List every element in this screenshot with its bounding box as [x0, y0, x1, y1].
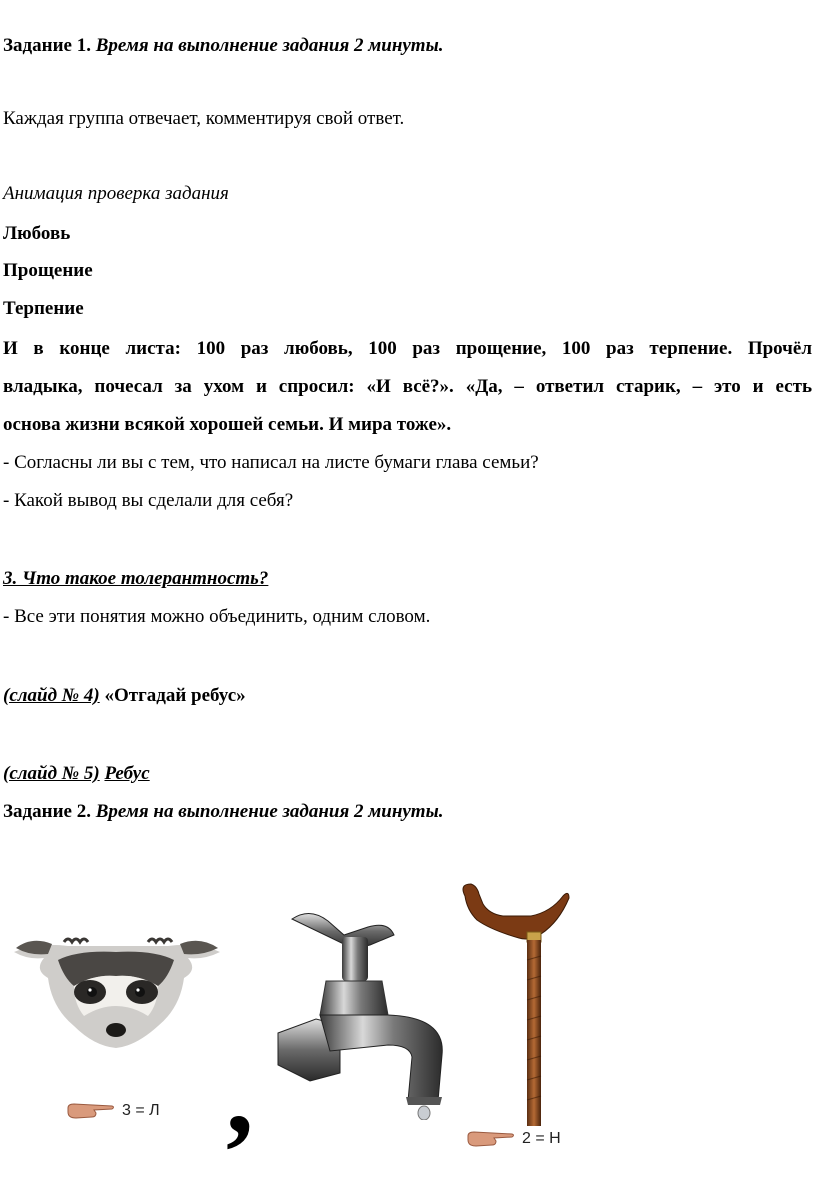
section3-text: - Все эти понятия можно объединить, одним словом.: [3, 606, 431, 627]
task1-time: Время на выполнение задания 2 минуты.: [95, 35, 444, 56]
rebus-hint-2: [466, 1128, 561, 1150]
faucet-image: [270, 905, 470, 1120]
task2-time: Время на выполнение задания 2 минуты.: [95, 801, 444, 822]
rebus-hint-1-text: 3 = Л: [122, 1102, 160, 1119]
rebus-comma: ,: [226, 1034, 254, 1156]
task2-label: Задание 2.: [3, 801, 91, 822]
task1-heading: [3, 34, 812, 58]
word-forgiveness: Прощение: [3, 260, 93, 281]
slide4-title: «Отгадай ребус»: [104, 685, 246, 706]
task1-label: Задание 1.: [3, 35, 91, 56]
pointing-hand-icon: [466, 1128, 516, 1150]
story-line-3: основа жизни всякой хорошей семьи. И мира тоже».: [3, 414, 452, 435]
section3-heading: 3. Что такое толерантность?: [3, 568, 269, 589]
slide4-ref: (слайд № 4): [3, 685, 100, 706]
story-line-1: И в конце листа: 100 раз любовь, 100 раз прощение, 100 раз терпение. Прочёл: [3, 338, 812, 359]
question-2: - Какой вывод вы сделали для себя?: [3, 490, 294, 511]
rebus-hint-1: [66, 1100, 160, 1122]
intro-text: Каждая группа отвечает, комментируя свой ответ.: [3, 108, 405, 129]
slide5-title: Ребус: [104, 763, 150, 784]
cane-image: [455, 880, 575, 1130]
slide4-line: [3, 684, 812, 708]
slide5-ref: (слайд № 5): [3, 763, 100, 784]
word-patience: Терпение: [3, 298, 84, 319]
question-1: - Согласны ли вы с тем, что написал на листе бумаги глава семьи?: [3, 452, 539, 473]
rebus-hint-2-text: 2 = Н: [522, 1130, 561, 1147]
slide5-line: [3, 762, 812, 786]
animation-note: Анимация проверка задания: [3, 183, 229, 204]
word-love: Любовь: [3, 223, 71, 244]
pointing-hand-icon: [66, 1100, 116, 1122]
raccoon-image: [8, 930, 223, 1050]
story-line-2: владыка, почесал за ухом и спросил: «И всё?». «Да, – ответил старик, – это и есть: [3, 376, 812, 397]
task2-heading: [3, 800, 812, 824]
